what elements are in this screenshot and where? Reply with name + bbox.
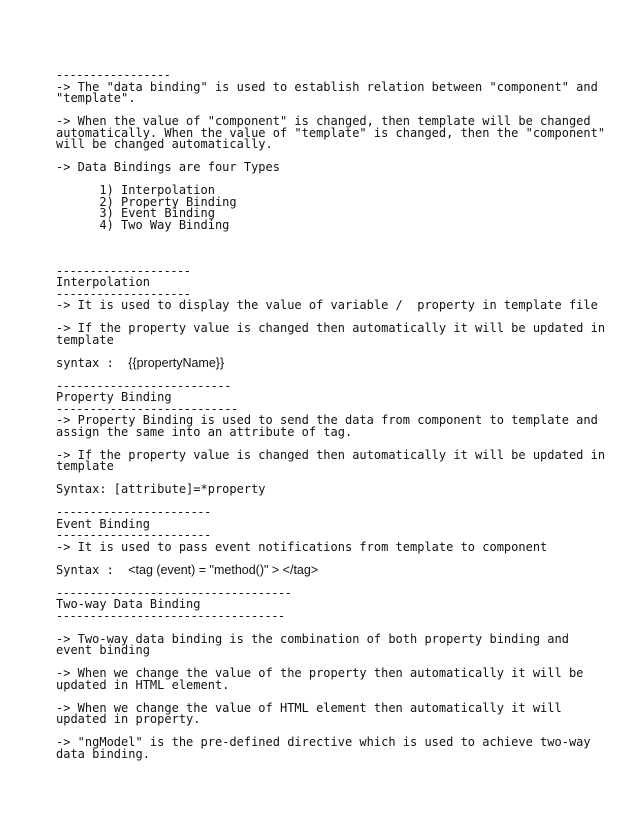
binding-type-item: 4) Two Way Binding — [56, 217, 230, 232]
divider: ----------------------------------- — [56, 585, 292, 600]
syntax-label: syntax : — [56, 355, 129, 370]
intro-line: -> When the value of "component" is changed, then template will be changed — [56, 114, 591, 128]
intro-line: -> The "data binding" is used to establish relation between "component" and — [56, 79, 598, 94]
syntax-line — [56, 355, 596, 370]
section-heading: Property Binding — [56, 390, 172, 404]
intro-line: "template". — [56, 91, 136, 105]
section-heading: Interpolation — [56, 275, 150, 289]
section-heading: Two-way Data Binding — [56, 597, 201, 611]
event-binding-section — [56, 507, 596, 576]
body-line: updated in HTML element. — [56, 677, 230, 692]
binding-type-item: 1) Interpolation — [56, 183, 215, 197]
property-binding-section — [56, 378, 606, 496]
binding-type-item: 3) Event Binding — [56, 206, 215, 220]
document-page — [56, 68, 606, 761]
body-line: -> If the property value is changed then automatically it will be updated in — [56, 447, 606, 462]
section-heading: Event Binding — [56, 516, 150, 531]
divider: -------------------- — [56, 286, 191, 301]
body-line: assign the same into an attribute of tag. — [56, 424, 353, 439]
syntax-label: Syntax : — [56, 562, 129, 577]
body-line: -> When we change the value of HTML element then automatically it will — [56, 700, 562, 715]
syntax-line: Syntax: [attribute]=*property — [56, 482, 266, 496]
body-line: -> It is used to display the value of variable / property in template file — [56, 298, 598, 312]
intro-line: automatically. When the value of "template" is changed, then the "component" — [56, 125, 606, 140]
intro-section — [56, 68, 606, 232]
body-line: template — [56, 459, 114, 473]
body-line: event binding — [56, 643, 150, 657]
intro-line: will be changed automatically. — [56, 137, 273, 151]
body-line: -> Two-way data binding is the combination of both property binding and — [56, 631, 569, 646]
body-line: updated in property. — [56, 712, 201, 726]
body-line: -> "ngModel" is the pre-defined directive which is used to achieve two-way — [56, 735, 591, 749]
body-line: -> Property Binding is used to send the data from component to template and — [56, 413, 598, 427]
binding-type-item: 2) Property Binding — [56, 194, 237, 209]
body-line: template — [56, 332, 114, 347]
body-line: -> If the property value is changed then automatically it will be updated in — [56, 321, 606, 335]
divider: ----------------------- — [56, 505, 211, 519]
intro-line: -> Data Bindings are four Types — [56, 160, 280, 174]
divider: ----------------------- — [56, 528, 211, 542]
syntax-value: <tag (event) = "method()" > </tag> — [128, 562, 319, 577]
divider: ---------------------------------- — [56, 608, 285, 623]
body-line: -> It is used to pass event notifications from template to component — [56, 539, 548, 554]
interpolation-section — [56, 263, 606, 370]
two-way-binding-section — [56, 585, 596, 761]
body-line: -> When we change the value of the property then automatically it will be — [56, 666, 584, 680]
body-line: data binding. — [56, 746, 150, 761]
divider: --------------------------- — [56, 401, 238, 416]
syntax-line — [56, 562, 596, 577]
divider: -------------------------- — [56, 378, 231, 393]
syntax-value: {{propertyName}} — [128, 355, 225, 370]
divider: -------------------- — [56, 263, 191, 278]
divider: ----------------- — [56, 68, 171, 82]
